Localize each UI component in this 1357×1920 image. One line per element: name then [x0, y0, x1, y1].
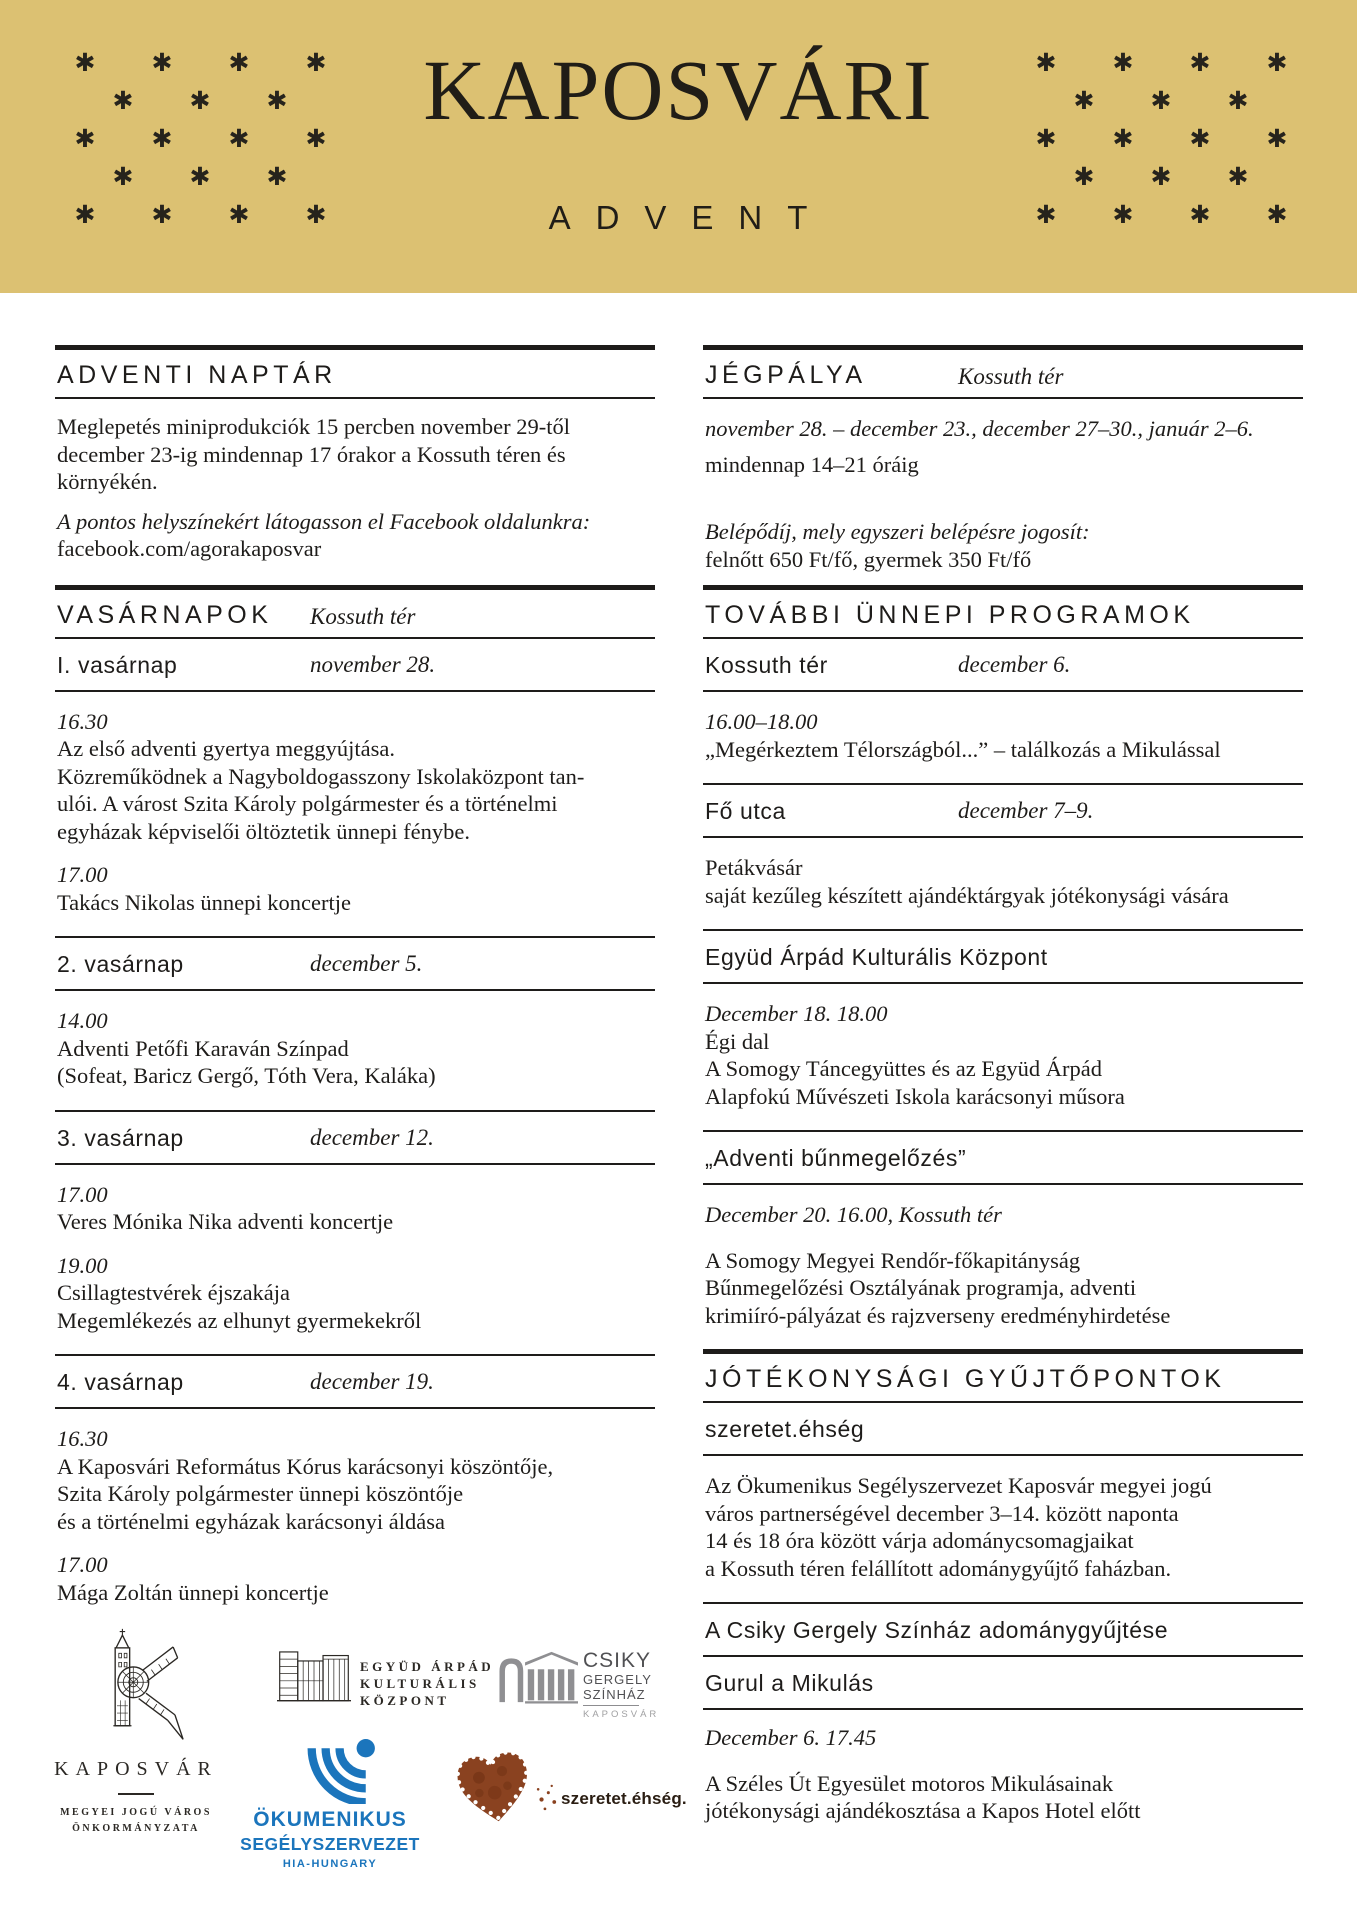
text-line: A Somogy Megyei Rendőr-főkapitányság: [705, 1247, 1081, 1273]
event: [57, 1551, 655, 1606]
text-line: A Kaposvári Református Kórus karácsonyi köszöntője,: [57, 1453, 554, 1479]
snowflake-icon: ✱: [151, 125, 173, 153]
sunday-3-events: [55, 1181, 655, 1355]
section-tovabbi-header: [703, 585, 1303, 639]
sunday-3-row: [55, 1110, 655, 1165]
jegpalya-hours: mindennap 14–21 óráig: [705, 451, 919, 477]
event-time: 17.00: [57, 1552, 108, 1577]
event-time: December 18. 18.00: [705, 1001, 888, 1026]
snowflake-icon: ✱: [112, 87, 134, 115]
event-time: December 20. 16.00, Kossuth tér: [705, 1202, 1002, 1227]
program-egyud-body: [703, 1000, 1303, 1130]
egyud-logo-text: [360, 1658, 494, 1709]
event: [57, 1007, 655, 1090]
snowflake-icon: ✱: [1073, 163, 1095, 191]
charity-gurul-row: [703, 1657, 1303, 1710]
text-line: Adventi Petőfi Karaván Színpad: [57, 1035, 349, 1061]
text-line: „Megérkeztem Télországból...” – találkozás a Mikulással: [705, 736, 1221, 762]
fee-note: Belépődíj, mely egyszeri belépésre jogosít:: [705, 519, 1090, 544]
event: [57, 1252, 655, 1335]
adventi-naptar-intro: [55, 413, 655, 496]
sunday-4-events: [55, 1425, 655, 1626]
section-adventi-naptar-header: [55, 345, 655, 399]
text-line: város partnerségével december 3–14. között naponta: [705, 1500, 1179, 1526]
text-line: környékén.: [57, 469, 158, 494]
text-line: Petákvásár: [705, 855, 803, 880]
program-label: „Adventi bűnmegelőzés”: [705, 1145, 967, 1171]
facebook-note: [55, 508, 655, 563]
jegpalya-dates: november 28. – december 23., december 27–30., január 2–6.: [705, 416, 1254, 441]
egyud-logo: [277, 1646, 351, 1708]
snowflake-icon: ✱: [151, 201, 173, 229]
okumenikus-logo: [230, 1736, 430, 1870]
csiky-logo-line3: SZÍNHÁZ: [583, 1687, 646, 1702]
text-line: 14 és 18 óra között várja adománycsomagjaikat: [705, 1528, 1134, 1553]
snowflake-icon: ✱: [305, 125, 327, 153]
sunday-4-row: [55, 1354, 655, 1409]
program-fo-utca-row: [703, 783, 1303, 838]
snowflake-icon: ✱: [74, 201, 96, 229]
program-label: Kossuth tér: [705, 652, 828, 678]
csiky-logo-line2: GERGELY: [583, 1672, 652, 1687]
snowflake-icon: ✱: [1266, 201, 1288, 229]
egyud-logo-line2: KULTURÁLIS: [360, 1676, 480, 1691]
okumenikus-logo-line3: HIA-HUNGARY: [282, 1858, 378, 1870]
right-column: [703, 345, 1303, 1825]
snowflake-icon: ✱: [228, 49, 250, 77]
program-egyud-row: [703, 929, 1303, 984]
snowflake-icon: ✱: [1266, 125, 1288, 153]
sunday-1-row: [55, 639, 655, 692]
event-time: 19.00: [57, 1252, 108, 1278]
text-line: Veres Mónika Nika adventi koncertje: [57, 1209, 394, 1234]
text-line: Mága Zoltán ünnepi koncertje: [57, 1579, 329, 1605]
poster-subtitle: ADVENT: [548, 199, 833, 236]
okumenikus-arcs-icon: [280, 1736, 380, 1804]
section-jegpalya-header: [703, 345, 1303, 399]
snowflake-icon: ✱: [266, 87, 288, 115]
event-time: 17.00: [57, 862, 108, 887]
sunday-2-events: [55, 1007, 655, 1110]
text-line: december 23-ig mindennap 17 órakor a Kossuth téren és: [57, 441, 566, 467]
sunday-date: december 19.: [310, 1369, 434, 1394]
sunday-date: november 28.: [310, 651, 436, 677]
event-time: 16.00–18.00: [705, 709, 818, 734]
sunday-2-row: [55, 936, 655, 991]
kaposvar-logo-sub1: MEGYEI JOGÚ VÁROS: [60, 1807, 212, 1818]
text-line: A Széles Út Egyesület motoros Mikulásainak: [705, 1770, 1114, 1796]
text-line: Az első adventi gyertya meggyújtása.: [57, 736, 396, 761]
section-title: JÉGPÁLYA: [705, 361, 867, 389]
kaposvar-logo-divider: [118, 1793, 154, 1795]
szeretet-logo: [455, 1750, 567, 1837]
charity-label: szeretet.éhség: [705, 1416, 865, 1442]
snowflake-icon: ✱: [1035, 49, 1057, 77]
section-title: JÓTÉKONYSÁGI GYŰJTŐPONTOK: [705, 1365, 1226, 1393]
text-line: a Kossuth téren felállított adománygyűjtő faházban.: [705, 1555, 1172, 1581]
event-time: 16.30: [57, 1426, 108, 1451]
text-line: Megemlékezés az elhunyt gyermekekről: [57, 1307, 422, 1333]
text-line: jótékonysági ajándékosztása a Kapos Hotel előtt: [705, 1798, 1141, 1823]
snowflake-icon: ✱: [1189, 125, 1211, 153]
poster-title: KAPOSVÁRI: [423, 42, 934, 138]
sunday-label: 4. vasárnap: [57, 1369, 184, 1395]
kaposvar-logo-sub2: ÖNKORMÁNYZATA: [72, 1823, 200, 1834]
text-line: Csillagtestvérek éjszakája: [57, 1280, 291, 1305]
text-line: A pontos helyszínekért látogasson el Facebook oldalunkra:: [57, 508, 591, 534]
text-line: egyházak képviselői öltöztetik ünnepi fénybe.: [57, 818, 470, 844]
sunday-date: december 12.: [310, 1124, 434, 1150]
program-date: december 6.: [958, 652, 1071, 677]
sunday-1-events: [55, 708, 655, 937]
gingerbread-heart-icon: [455, 1750, 567, 1832]
snowflake-icon: ✱: [1112, 125, 1134, 153]
snowflake-icon: ✱: [189, 87, 211, 115]
snowflake-icon: ✱: [305, 49, 327, 77]
text-line: Alapfokú Művészeti Iskola karácsonyi műsora: [705, 1083, 1125, 1109]
charity-szeretet-body: [703, 1472, 1303, 1602]
snowflake-icon: ✱: [305, 201, 327, 229]
csiky-logo-divider: [583, 1705, 639, 1706]
snowflake-icon: ✱: [1073, 87, 1095, 115]
program-bunmegelozes-body: [703, 1201, 1303, 1349]
kaposvar-logo-name: KAPOSVÁR: [54, 1758, 218, 1780]
snowflake-icon: ✱: [1227, 163, 1249, 191]
section-jotekonysagi-header: [703, 1349, 1303, 1403]
event-time: 14.00: [57, 1008, 108, 1033]
csiky-logo-line4: KAPOSVÁR: [583, 1709, 660, 1720]
text-line: és a történelmi egyházak karácsonyi áldása: [57, 1508, 445, 1534]
snowflake-icon: ✱: [1035, 201, 1057, 229]
snowflake-icon: ✱: [1150, 87, 1172, 115]
banner: [0, 0, 1357, 293]
szeretet-logo-text: szeretet.éhség.: [561, 1789, 687, 1808]
section-location: Kossuth tér: [310, 603, 416, 629]
snowflake-icon: ✱: [1035, 125, 1057, 153]
text-line: (Sofeat, Baricz Gergő, Tóth Vera, Kaláka): [57, 1063, 436, 1088]
text-line: Takács Nikolas ünnepi koncertje: [57, 889, 351, 915]
text-line: Égi dal: [705, 1028, 770, 1054]
snowflake-row: [110, 164, 329, 190]
event: [57, 708, 655, 846]
csiky-logo-text: [583, 1650, 659, 1720]
program-kossuth-ter-row: [703, 639, 1303, 692]
event: [57, 1181, 655, 1236]
kaposvar-k-building-icon: [88, 1626, 184, 1744]
snowflake-icon: ✱: [228, 201, 250, 229]
charity-label: A Csiky Gergely Színház adománygyűjtése: [705, 1617, 1169, 1643]
snowflake-icon: ✱: [1227, 87, 1249, 115]
text-line: Szita Károly polgármester ünnepi köszöntője: [57, 1481, 464, 1506]
section-title: VASÁRNAPOK: [57, 600, 273, 629]
text-line: krimiíró-pályázat és rajzverseny eredményhirdetése: [705, 1302, 1171, 1328]
event: [57, 1425, 655, 1535]
okumenikus-logo-line1: ÖKUMENIKUS: [253, 1808, 407, 1831]
snowflake-icon: ✱: [1189, 201, 1211, 229]
program-date: december 7–9.: [958, 798, 1094, 823]
charity-gurul-body: [703, 1724, 1303, 1825]
section-title: ADVENTI NAPTÁR: [57, 361, 337, 389]
snowflake-icon: ✱: [1150, 163, 1172, 191]
csiky-logo-line1: CSIKY: [583, 1649, 652, 1672]
event-time: 17.00: [57, 1181, 108, 1207]
program-fo-utca-body: [703, 854, 1303, 929]
event-time: 16.30: [57, 708, 108, 734]
section-location: Kossuth tér: [958, 364, 1064, 389]
charity-szeretet-row: [703, 1403, 1303, 1456]
snowflake-icon: ✱: [1189, 49, 1211, 77]
okumenikus-logo-line2: SEGÉLYSZERVEZET: [240, 1834, 420, 1854]
program-kossuth-ter-body: [703, 708, 1303, 783]
text-line: saját kezűleg készített ajándéktárgyak jótékonysági vására: [705, 882, 1229, 908]
text-line: Az Ökumenikus Segélyszervezet Kaposvár megyei jogú: [705, 1473, 1212, 1498]
snowflake-icon: ✱: [189, 163, 211, 191]
event: [57, 861, 655, 916]
charity-label: Gurul a Mikulás: [705, 1670, 874, 1696]
charity-csiky-row: [703, 1602, 1303, 1657]
snowflake-icon: ✱: [228, 125, 250, 153]
snowflake-icon: ✱: [74, 49, 96, 77]
snowflake-icon: ✱: [74, 125, 96, 153]
snowflake-icon: ✱: [1266, 49, 1288, 77]
text-line: Meglepetés miniprodukciók 15 percben november 29-től: [57, 414, 570, 439]
snowflake-row: [1071, 164, 1290, 190]
theater-building-icon: [494, 1651, 578, 1704]
program-label: Fő utca: [705, 798, 786, 824]
sunday-label: 2. vasárnap: [57, 951, 184, 977]
sunday-label: 3. vasárnap: [57, 1124, 184, 1151]
event-time: December 6. 17.45: [705, 1725, 877, 1750]
sunday-date: december 5.: [310, 951, 423, 976]
snowflake-icon: ✱: [151, 49, 173, 77]
egyud-logo-line3: KÖZPONT: [360, 1693, 450, 1708]
snowflake-icon: ✱: [1112, 201, 1134, 229]
text-line: Közreműködnek a Nagyboldogasszony Iskolaközpont tan-: [57, 763, 585, 789]
sunday-label: I. vasárnap: [57, 651, 178, 678]
section-title: TOVÁBBI ÜNNEPI PROGRAMOK: [705, 601, 1195, 629]
jegpalya-fee: [703, 518, 1303, 573]
snowflake-icon: ✱: [266, 163, 288, 191]
kaposvar-logo: [45, 1626, 227, 1837]
text-line: A Somogy Táncegyüttes és az Együd Árpád: [705, 1056, 1103, 1081]
egyud-logo-line1: EGYÜD ÁRPÁD: [360, 1659, 495, 1674]
left-column: [55, 345, 655, 1626]
section-vasarnapok-header: [55, 585, 655, 639]
fee-amount: felnőtt 650 Ft/fő, gyermek 350 Ft/fő: [705, 546, 1032, 572]
spacer: [705, 1752, 1303, 1770]
program-bunmegelozes-row: [703, 1130, 1303, 1185]
snowflake-icon: ✱: [1112, 49, 1134, 77]
csiky-logo: [494, 1651, 578, 1709]
text-line: Bűnmegelőzési Osztályának programja, adventi: [705, 1275, 1137, 1300]
snowflake-icon: ✱: [112, 163, 134, 191]
program-label: Együd Árpád Kulturális Központ: [705, 944, 1048, 970]
facebook-url: facebook.com/agorakaposvar: [57, 536, 322, 561]
text-line: ulói. A várost Szita Károly polgármester és a történelmi: [57, 791, 558, 816]
spacer: [705, 1229, 1303, 1247]
egyud-building-icon: [277, 1646, 351, 1703]
